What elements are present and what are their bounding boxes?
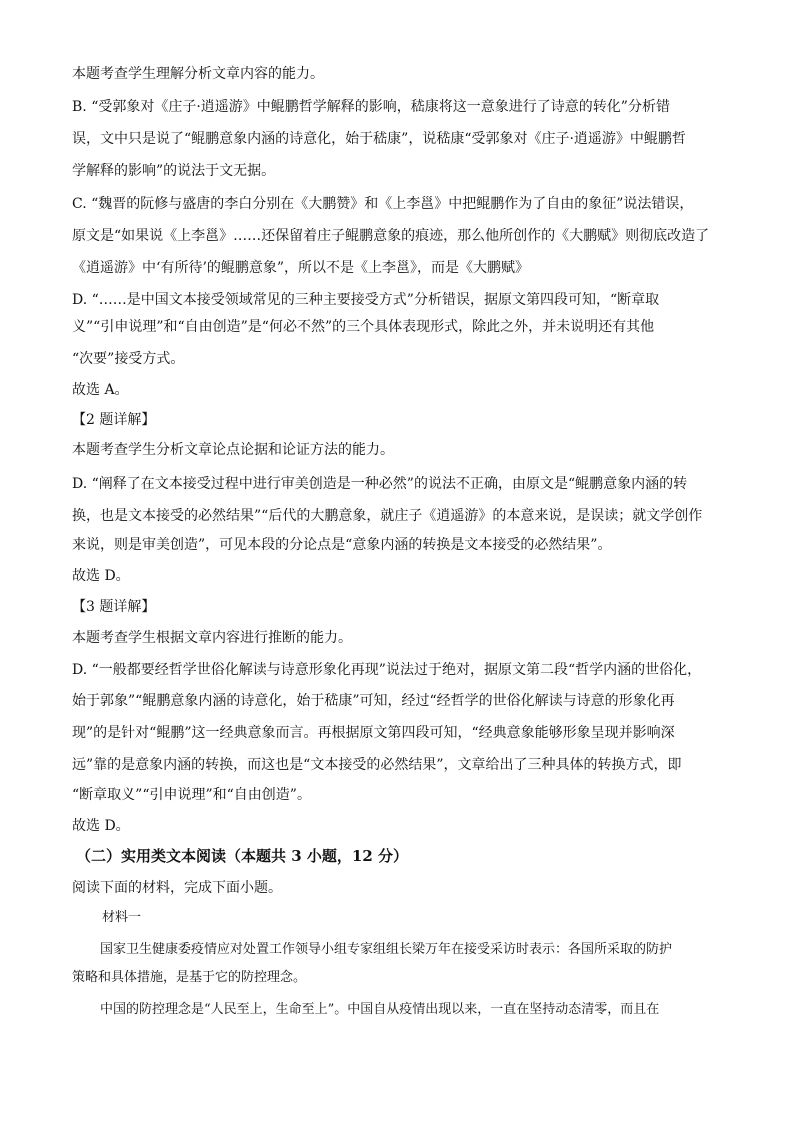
- text-line: 远”靠的是意象内涵的转换，而这也是“文本接受的必然结果”，文章给出了三种具体的转换方式，即: [72, 757, 682, 773]
- text-line: 误，文中只是说了“鲲鹏意象内涵的诗意化，始于嵇康”，说嵇康“受郭象对《庄子·逍遥游》中鲲鹏哲: [72, 131, 686, 147]
- material-title: 材料一: [102, 910, 142, 925]
- section-label: 【2 题详解】: [72, 412, 156, 428]
- text-line: D. “阐释了在文本接受过程中进行审美创造是一种必然”的说法不正确，由原文是“鲲鹏意象内涵的转: [72, 476, 688, 492]
- material-line: 国家卫生健康委疫情应对处置工作领导小组专家组组长梁万年在接受采访时表示：各国所采取的防护: [100, 942, 673, 957]
- text-line: 本题考查学生根据文章内容进行推断的能力。: [72, 630, 352, 646]
- instruction-text: 阅读下面的材料，完成下面小题。: [72, 880, 282, 896]
- text-line: B. “受郭象对《庄子·逍遥游》中鲲鹏哲学解释的影响，嵇康将这一意象进行了诗意的转化”分析错: [72, 99, 670, 115]
- text-line: 故选 D。: [72, 568, 130, 584]
- text-line: 现”的是针对“鲲鹏”这一经典意象而言。再根据原文第四段可知，“经典意象能够形象呈现并影响深: [72, 725, 675, 741]
- material-line: 策略和具体措施，是基于它的防控理念。: [72, 970, 307, 985]
- section-heading: （二）实用类文本阅读（本题共 3 小题，12 分）: [76, 847, 408, 865]
- text-line: D. “……是中国文本接受领域常见的三种主要接受方式”分析错误，据原文第四段可知，“断章取: [72, 292, 660, 308]
- text-line: 来说，则是审美创造”，可见本段的分论点是“意象内涵的转换是文本接受的必然结果”。: [72, 537, 612, 553]
- text-line: 本题考查学生分析文章论点论据和论证方法的能力。: [72, 442, 394, 458]
- text-line: C. “魏晋的阮修与盛唐的李白分别在《大鹏赞》和《上李邕》中把鲲鹏作为了自由的象征”说法错误，: [72, 196, 694, 212]
- text-line: 本题考查学生理解分析文章内容的能力。: [72, 66, 324, 82]
- text-line: 故选 D。: [72, 818, 130, 834]
- text-line: “次要”接受方式。: [72, 351, 185, 367]
- text-line: 学解释的影响”的说法于文无据。: [72, 163, 276, 179]
- text-line: 始于郭象”“鲲鹏意象内涵的诗意化，始于嵇康”可知，经过“经哲学的世俗化解读与诗意的形象化再: [72, 693, 675, 709]
- text-line: 原文是“如果说《上李邕》……还保留着庄子鲲鹏意象的痕迹，那么他所创作的《大鹏赋》则彻底改造了: [72, 228, 710, 244]
- material-line: 中国的防控理念是“人民至上，生命至上”。中国自从疫情出现以来，一直在坚持动态清零，而且在: [100, 1002, 660, 1017]
- text-line: 故选 A。: [72, 382, 129, 398]
- text-line: 义”“引申说理”和“自由创造”是“何必不然”的三个具体表现形式，除此之外，并未说明还有其他: [72, 319, 655, 335]
- text-line: 《逍遥游》中‘有所待’的鲲鹏意象”，所以不是《上李邕》，而是《大鹏赋》: [72, 260, 530, 276]
- section-label: 【3 题详解】: [72, 599, 156, 615]
- text-line: “断章取义”“引申说理”和“自由创造”。: [72, 787, 311, 803]
- text-line: 换，也是文本接受的必然结果”“后代的大鹏意象，就庄子《逍遥游》的本意来说，是误读；就文学创作: [72, 508, 703, 524]
- text-line: D. “一般都要经哲学世俗化解读与诗意形象化再现”说法过于绝对，据原文第二段“哲学内涵的世俗化，: [72, 662, 702, 678]
